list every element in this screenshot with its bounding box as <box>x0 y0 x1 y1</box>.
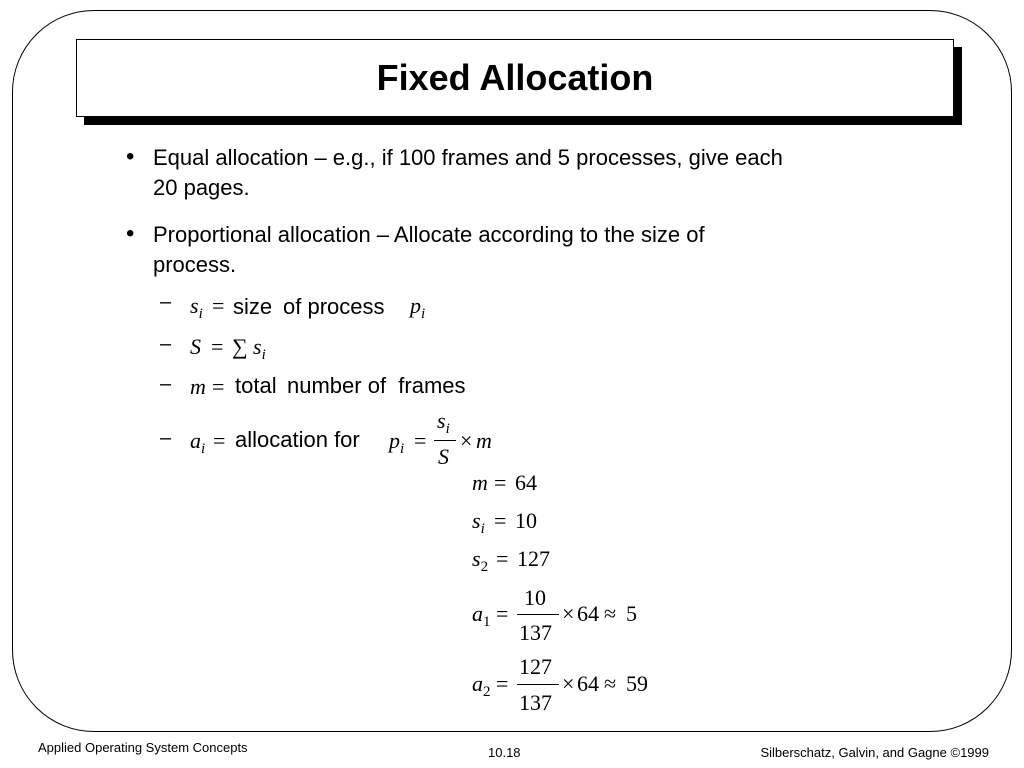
sub-3-equals: = <box>212 374 225 399</box>
bullet-1-line-1: Equal allocation – e.g., if 100 frames and 5 processes, give each <box>153 145 783 170</box>
sub-3-m: m <box>190 374 206 399</box>
sub-1-s: $s_i$ <box>190 293 203 322</box>
ex-a2-fraction-bar <box>517 684 559 685</box>
ex-m-value: 64 <box>515 470 537 495</box>
ex-a2-denominator: 137 <box>519 690 552 715</box>
sub-4-dash: – <box>160 427 172 449</box>
bullet-2-line-1: Proportional allocation – Allocate according to the size of <box>153 222 705 247</box>
sub-2-S: S <box>190 334 201 359</box>
sub-1-p: $p_i$ <box>410 293 426 322</box>
sub-2-sigma: ∑ <box>232 334 248 359</box>
sub-4-m: m <box>476 428 492 453</box>
title-box <box>76 39 954 117</box>
ex-a1-mult: 64 <box>577 601 599 626</box>
ex-s2: $s_2$ <box>472 546 489 575</box>
sub-1-size: size <box>233 294 273 319</box>
ex-a1-approx: ≈ <box>604 601 617 626</box>
ex-a1-result: 5 <box>626 601 637 626</box>
ex-m-equals: = <box>494 470 507 495</box>
sub-3-dash: – <box>160 373 172 395</box>
footer-right: Silberschatz, Galvin, and Gagne ©1999 <box>760 745 989 760</box>
page-title: Fixed Allocation <box>376 57 654 98</box>
sub-4-allocation-for: allocation for <box>235 427 360 452</box>
ex-m: m <box>472 470 488 495</box>
ex-a1-fraction-bar <box>517 614 559 615</box>
ex-a2-mult: 64 <box>577 671 599 696</box>
sub-2-s: $s_i$ <box>253 334 266 363</box>
ex-a2: $a_2$ <box>472 671 491 700</box>
sub-4-times: × <box>460 428 473 453</box>
sub-4-fraction-bar <box>434 440 456 441</box>
footer-left: Applied Operating System Concepts <box>38 740 248 755</box>
ex-s2-equals: = <box>496 546 509 571</box>
ex-a1: $a_1$ <box>472 601 491 630</box>
footer-page-number: 10.18 <box>488 745 521 760</box>
sub-1-dash: – <box>160 291 172 313</box>
ex-a2-times: × <box>562 671 575 696</box>
ex-a1-times: × <box>562 601 575 626</box>
ex-a1-numerator: 10 <box>524 585 546 610</box>
sub-4-frac-den: S <box>438 444 449 469</box>
ex-a2-result: 59 <box>626 671 648 696</box>
ex-si: $s_i$ <box>472 508 485 537</box>
sub-4-frac-num: $s_i$ <box>437 408 450 437</box>
sub-3-total: total <box>235 373 277 398</box>
bullet-1-line-2: 20 pages. <box>153 175 250 200</box>
ex-a1-denominator: 137 <box>519 620 552 645</box>
bullet-1-dot: • <box>126 143 135 170</box>
sub-4-a: $a_i$ <box>190 428 206 457</box>
sub-3-number-of-frames: number of frames <box>287 373 466 398</box>
ex-a2-equals: = <box>496 671 509 696</box>
sub-4-equals: = <box>213 428 226 453</box>
sub-1-equals: = <box>212 293 225 318</box>
sub-2-equals: = <box>211 334 224 359</box>
sub-4-equals-2: = <box>414 428 427 453</box>
ex-s2-value: 127 <box>517 546 550 571</box>
sub-1-of-process: of process <box>283 294 385 319</box>
ex-a1-equals: = <box>496 601 509 626</box>
sub-4-p: $p_i$ <box>389 428 405 457</box>
ex-a2-numerator: 127 <box>519 654 552 679</box>
sub-2-dash: – <box>160 333 172 355</box>
ex-a2-approx: ≈ <box>604 671 617 696</box>
ex-si-equals: = <box>494 508 507 533</box>
bullet-2-line-2: process. <box>153 252 237 277</box>
bullet-2-dot: • <box>126 220 135 247</box>
ex-si-value: 10 <box>515 508 537 533</box>
